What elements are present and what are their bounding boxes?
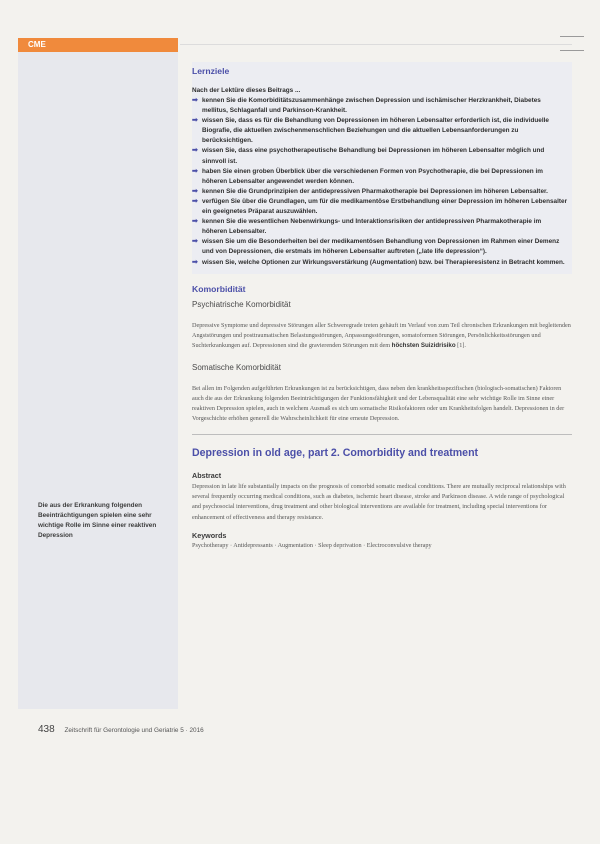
subsection-title-somatic: Somatische Komorbidität	[192, 362, 281, 372]
learning-goals-title: Lernziele	[192, 66, 230, 76]
arrow-right-icon: ➡	[192, 218, 198, 226]
learning-goals-list	[192, 96, 568, 268]
cme-section-tab: CME	[18, 38, 178, 52]
arrow-right-icon: ➡	[192, 258, 198, 266]
learning-goal-item	[192, 217, 568, 237]
psychiatric-paragraph	[192, 321, 572, 351]
learning-goal-text: kennen Sie die Komorbiditätszusammenhänge zwischen Depression und ischämischer Herzkrankheit, Diabetes mellitus, Schlaganfall und Parkinson-Krankheit.	[202, 97, 541, 115]
top-rule	[180, 44, 572, 45]
learning-goal-text: wissen Sie, dass eine psychotherapeutische Behandlung bei Depressionen im höheren Lebensalter möglich und sinnvoll ist.	[202, 147, 545, 165]
psychiatric-highlight: höchsten Suizidrisiko	[391, 341, 456, 349]
learning-goal-text: kennen Sie die Grundprinzipien der antidepressiven Pharmakotherapie bei Depressionen im höheren Lebensalter.	[202, 187, 548, 195]
margin-tick-mark	[560, 50, 584, 51]
learning-goal-text: wissen Sie, dass es für die Behandlung von Depressionen im höheren Lebensalter erforderlich ist, die individuelle Biografie, die aktuellen zwischenmenschlichen Beziehungen und die aktuellen Lebensanforderungen zu berücksichtigen.	[202, 117, 549, 145]
sidebar-column	[18, 52, 178, 709]
learning-goals-lead: Nach der Lektüre dieses Beitrags ...	[192, 87, 301, 94]
learning-goal-text: haben Sie einen groben Überblick über die verschiedenen Formen von Psychotherapie, die bei Depressionen im höheren Lebensalter angewendet werden können.	[202, 167, 543, 185]
learning-goal-text: kennen Sie die wesentlichen Nebenwirkungs- und Interaktionsrisiken der antidepressiven Pharmakotherapie im höheren Lebensalter.	[202, 218, 542, 236]
arrow-right-icon: ➡	[192, 167, 198, 175]
english-title: Depression in old age, part 2. Comorbidity and treatment	[192, 447, 479, 460]
margin-note: Die aus der Erkrankung folgenden Beeinträchtigungen spielen eine sehr wichtige Rolle im Sinne einer reaktiven Depression	[38, 502, 157, 539]
section-title-comorbidity: Komorbidität	[192, 283, 246, 294]
learning-goal-item	[192, 96, 568, 116]
margin-tick-mark	[560, 36, 584, 37]
psychiatric-text: Depressive Symptome und depressive Störungen aller Schweregrade treten gehäuft im Verlauf von zum Teil chronischen Erkrankungen mit begleitenden Angststörungen und posttraumatischen Belastungsstörungen, Anpassungsstörungen, somatoformen Störungen, Persönlichkeitsstörungen und Suchterkrankungen auf. Depressionen sind die gravierenden Störungen mit dem	[192, 321, 571, 349]
abstract-text: Depression in late life substantially impacts on the prognosis of comorbid somatic medical conditions. There are mutually reciprocal relationships with several frequently occurring medical conditions, such as diabetes, ischemic heart disease, stroke and Parkinson disease. A wide range of psychological and psychosocial interventions, drug treatment and other biological interventions are available for treatment, including special interventions for enhancement of effectiveness and therapy resistance.	[192, 483, 566, 521]
arrow-right-icon: ➡	[192, 197, 198, 205]
arrow-right-icon: ➡	[192, 238, 198, 246]
abstract-heading: Abstract	[192, 471, 222, 481]
learning-goal-item	[192, 197, 568, 217]
learning-goal-item	[192, 116, 568, 146]
arrow-right-icon: ➡	[192, 97, 198, 104]
journal-citation: Zeitschrift für Gerontologie und Geriatrie 5 · 2016	[64, 727, 204, 734]
arrow-right-icon: ➡	[192, 187, 198, 195]
learning-goals-box	[192, 62, 572, 274]
learning-goal-item	[192, 237, 568, 257]
main-content	[192, 62, 572, 551]
page-number: 438	[38, 724, 55, 735]
page-footer	[38, 724, 578, 735]
keywords-heading: Keywords	[192, 530, 227, 540]
learning-goal-item	[192, 187, 568, 197]
somatic-paragraph: Bei allen im Folgenden aufgeführten Erkrankungen ist zu berücksichtigen, dass neben den krankheitsspezifischen (biologisch-somatischen) Faktoren auch die aus der Erkrankung folgenden Beeinträchtigungen der Funktionsfähigkeit und der Lebensqualität eine sehr wichtige Rolle im Sinne einer reaktiven Depression spielen, auch in welchem Ausmaß es sich um somatische Risikofaktoren oder um Krankheitsfolgen handelt. Depressionen in der Vorgeschichte erhöhen generell die Wahrscheinlichkeit für eine erneute Depression.	[192, 384, 565, 423]
keywords-text: Psychotherapy · Antidepressants · Augmentation · Sleep deprivation · Electroconvulsive therapy	[192, 541, 432, 549]
learning-goal-text: verfügen Sie über die Grundlagen, um für die medikamentöse Erstbehandlung einer Depression im höheren Lebensalter ein geeignetes Präparat auszuwählen.	[202, 197, 568, 216]
learning-goal-text: wissen Sie um die Besonderheiten bei der medikamentösen Behandlung von Depressionen im Rahmen einer Demenz und von Depressionen, die erstmals im höheren Lebensalter auftreten („late life depression“).	[202, 238, 560, 256]
learning-goal-item	[192, 167, 568, 187]
arrow-right-icon: ➡	[192, 147, 198, 155]
subsection-title-psychiatric: Psychiatrische Komorbidität	[192, 299, 291, 309]
learning-goal-item	[192, 146, 568, 166]
section-divider	[192, 434, 572, 435]
learning-goal-text: wissen Sie, welche Optionen zur Wirkungsverstärkung (Augmentation) bzw. bei Therapieresistenz in Betracht kommen.	[202, 258, 565, 266]
learning-goal-item	[192, 258, 568, 268]
arrow-right-icon: ➡	[192, 117, 198, 125]
psychiatric-reference: [1].	[455, 341, 466, 349]
